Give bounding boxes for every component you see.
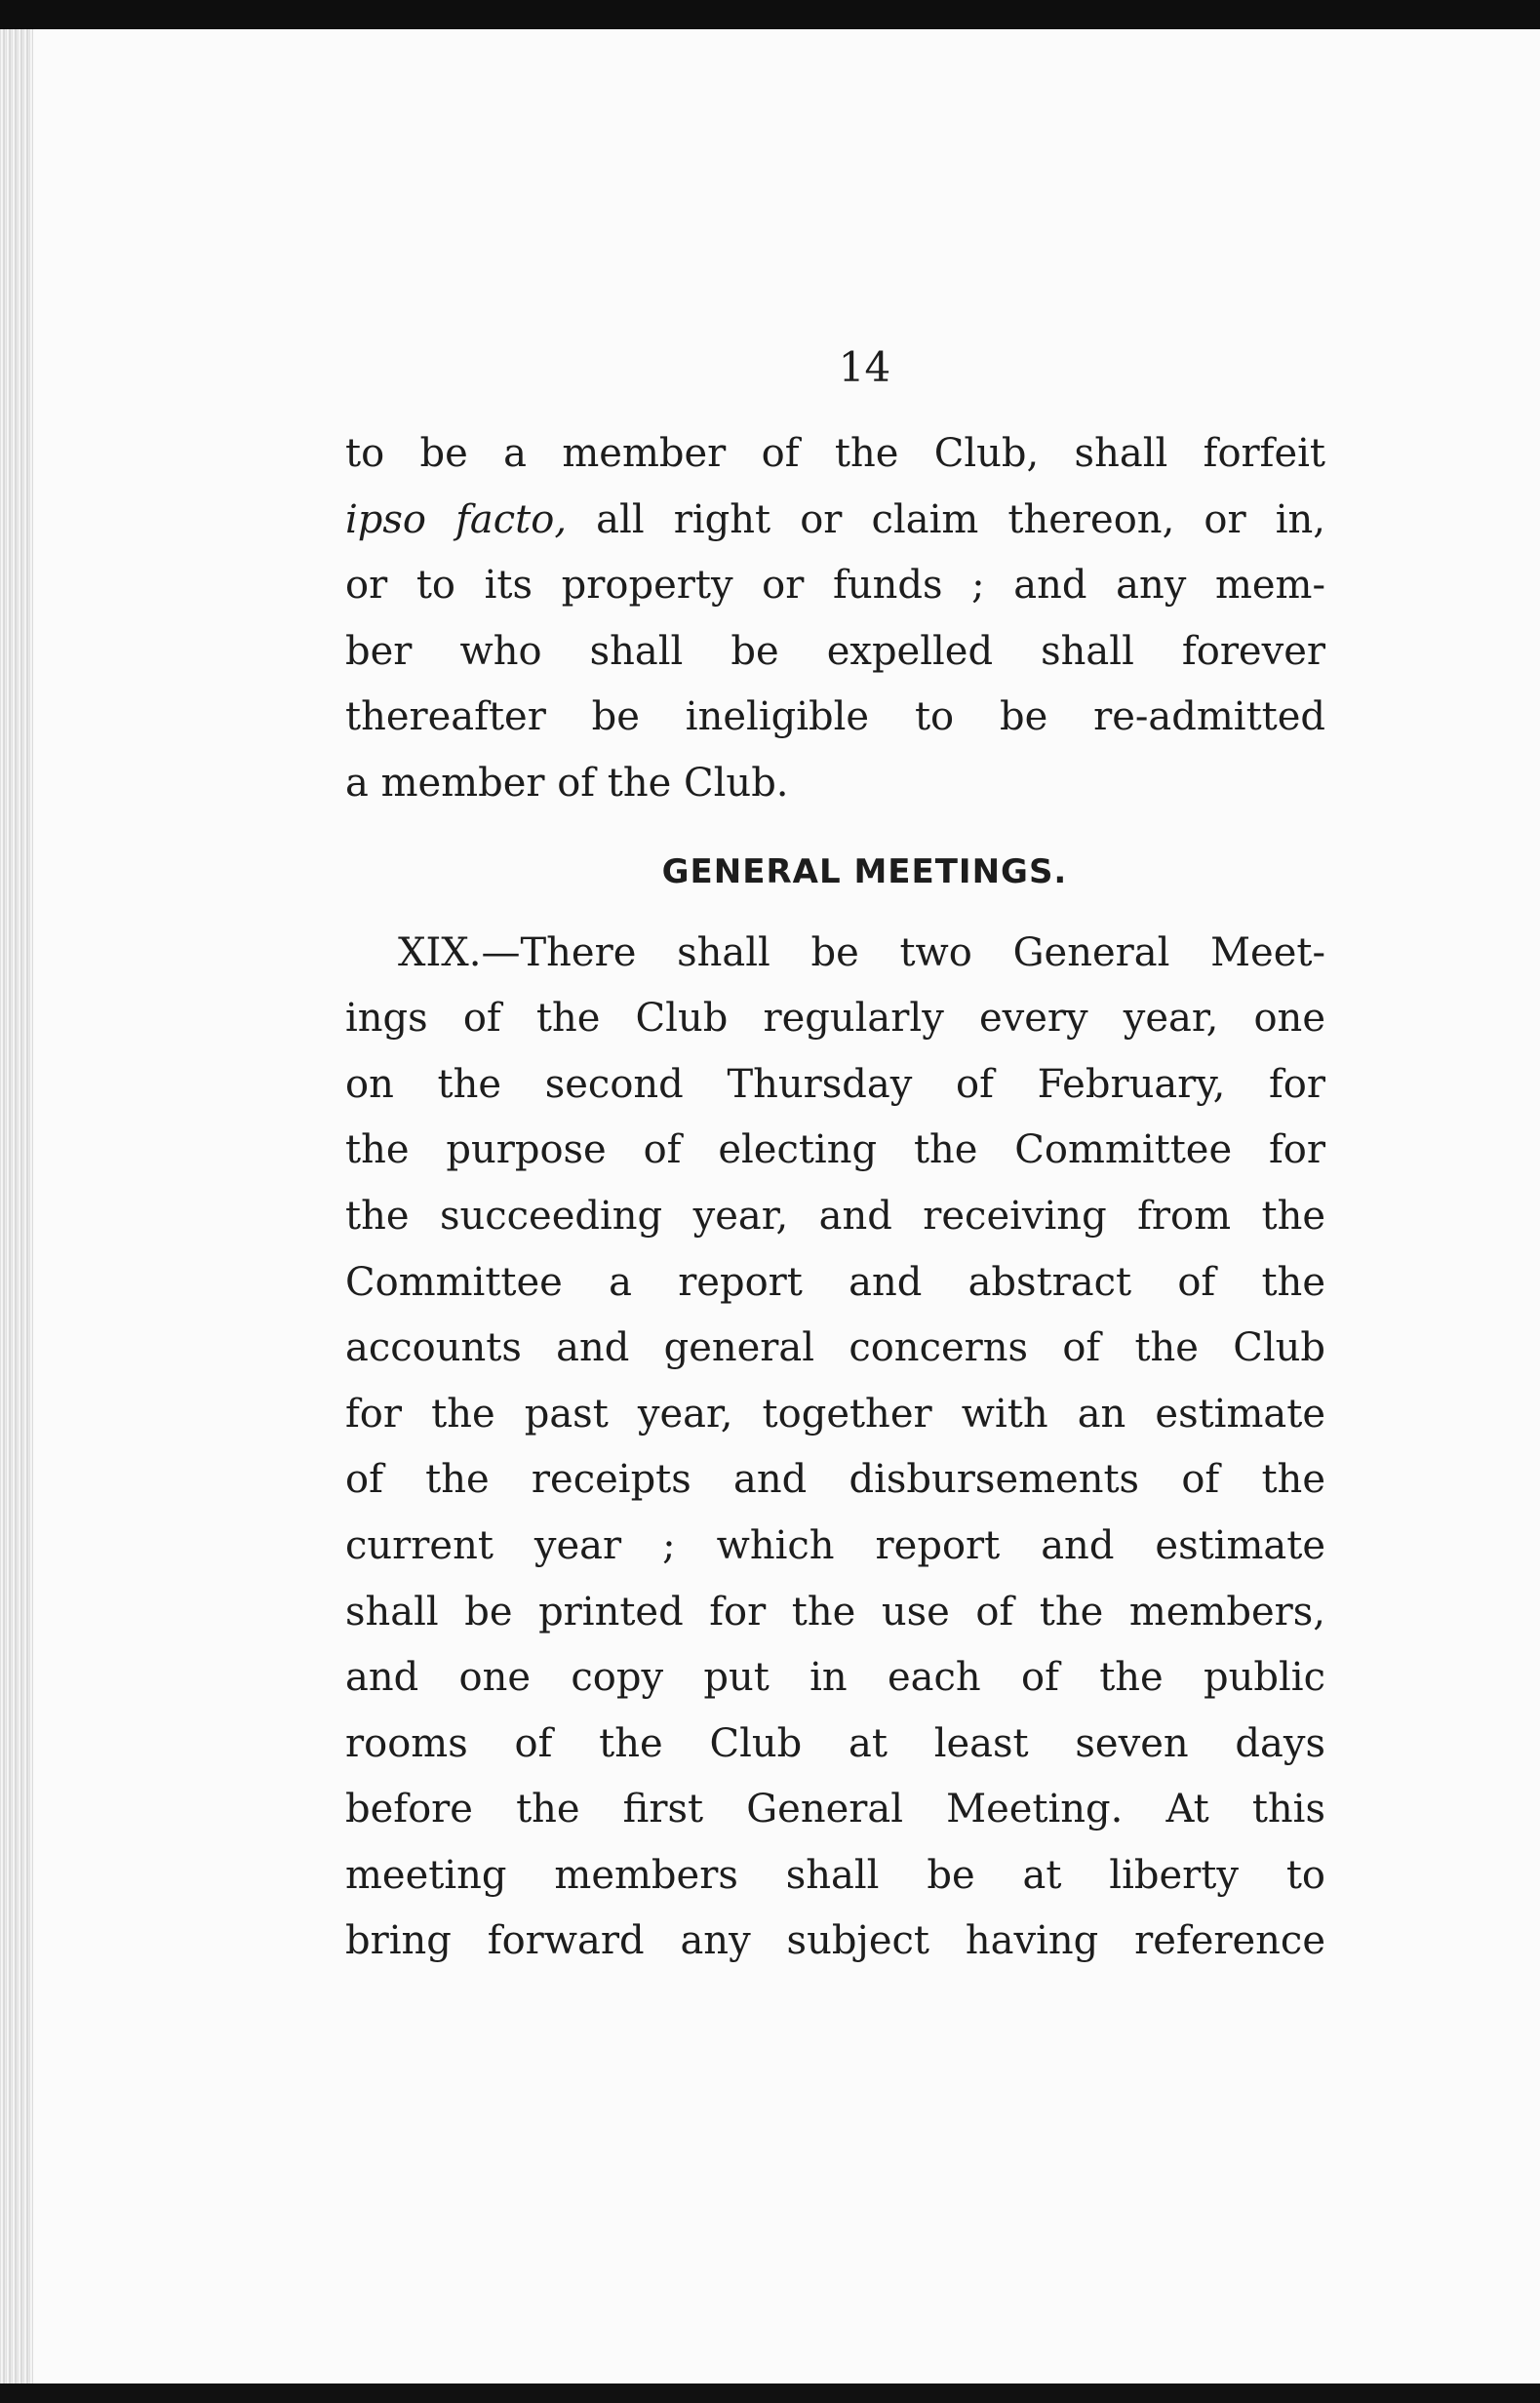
italic-phrase: ipso facto, (345, 496, 568, 542)
text-line (345, 488, 1325, 554)
text-line: shall be printed for the use of the members, (345, 1589, 1325, 1635)
text-line: for the past year, together with an estimate (345, 1391, 1325, 1437)
page-number: 14 (838, 343, 891, 391)
continuation-paragraph (345, 421, 1325, 817)
scan-border-bottom (0, 2383, 1540, 2403)
text-line: XIX.—There shall be two General Meet- (398, 929, 1325, 975)
text-line: thereafter be ineligible to be re-admitted (345, 694, 1325, 740)
text-line: Committee a report and abstract of the (345, 1259, 1325, 1305)
text-line: of the receipts and disbursements of the (345, 1457, 1325, 1503)
text-line: to be a member of the Club, shall forfeit (345, 431, 1325, 476)
page-content (345, 332, 1325, 1975)
text-line: ber who shall be expelled shall forever (345, 628, 1325, 674)
text-line: or to its property or funds ; and any mem- (345, 563, 1325, 609)
text-line: accounts and general concerns of the Club (345, 1325, 1325, 1371)
text-line: and one copy put in each of the public (345, 1655, 1325, 1701)
section-paragraph (345, 921, 1325, 1976)
text-line: bring forward any subject having reference (345, 1918, 1325, 1964)
text-line: ings of the Club regularly every year, one (345, 996, 1325, 1042)
text-run: all right or claim thereon, or in, (567, 496, 1325, 542)
text-line: the purpose of electing the Committee for (345, 1127, 1325, 1173)
text-line: on the second Thursday of February, for (345, 1061, 1325, 1107)
text-line: meeting members shall be at liberty to (345, 1852, 1325, 1898)
section-heading: GENERAL MEETINGS. (661, 851, 1068, 891)
text-line: a member of the Club. (345, 760, 789, 806)
text-line: before the first General Meeting. At this (345, 1787, 1325, 1832)
text-line: the succeeding year, and receiving from the (345, 1193, 1325, 1239)
page-stack-edge (0, 29, 33, 2393)
text-line: current year ; which report and estimate (345, 1522, 1325, 1568)
text-line: rooms of the Club at least seven days (345, 1720, 1325, 1766)
